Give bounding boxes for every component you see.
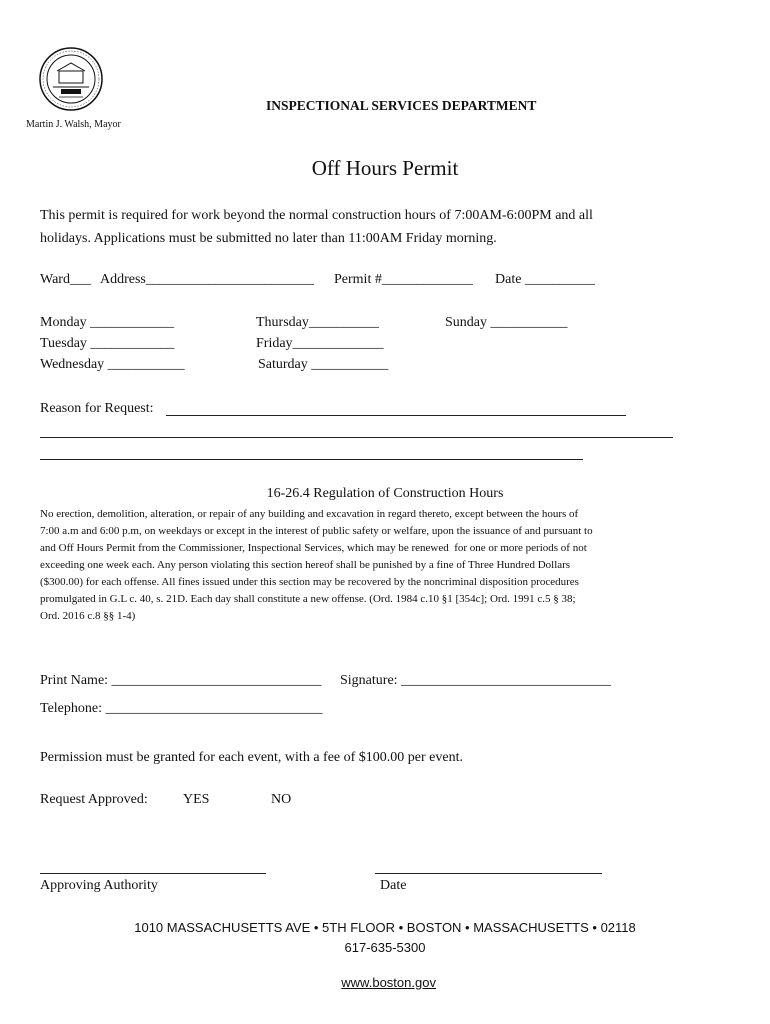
city-seal [39, 47, 103, 111]
thursday-field[interactable]: Thursday__________ [256, 315, 379, 330]
regulation-line: and Off Hours Permit from the Commissioner, Inspectional Services, which may be renewed for one or more periods of not [40, 542, 587, 554]
friday-field[interactable]: Friday_____________ [256, 336, 384, 351]
approving-authority-label: Approving Authority [40, 878, 158, 893]
intro-line-1: This permit is required for work beyond the normal construction hours of 7:00AM-6:00PM and all [40, 208, 593, 223]
regulation-line: ($300.00) for each offense. All fines issued under this section may be recovered by the noncriminal disposition procedures [40, 576, 579, 588]
approval-date-line[interactable] [375, 873, 602, 874]
reason-line-2[interactable] [40, 437, 673, 438]
mayor-name: Martin J. Walsh, Mayor [26, 119, 121, 130]
footer-address: 1010 MASSACHUSETTS AVE • 5TH FLOOR • BOSTON • MASSACHUSETTS • 02118 [134, 920, 636, 935]
request-approved-label: Request Approved: [40, 792, 148, 807]
telephone-field[interactable]: Telephone: _______________________________ [40, 701, 323, 716]
footer-website-link[interactable]: www.boston.gov [341, 975, 436, 990]
address-field[interactable]: Address________________________ [100, 272, 314, 287]
regulation-line: No erection, demolition, alteration, or repair of any building and excavation in regard thereto, except between the hours of [40, 508, 579, 520]
reason-line-3[interactable] [40, 459, 583, 460]
department-name: INSPECTIONAL SERVICES DEPARTMENT [266, 98, 537, 113]
permit-number-field[interactable]: Permit #_____________ [334, 272, 473, 287]
date-field[interactable]: Date __________ [495, 272, 595, 287]
authority-signature-line[interactable] [40, 873, 266, 874]
footer-phone: 617-635-5300 [344, 940, 426, 955]
ward-field[interactable]: Ward___ [40, 272, 91, 287]
print-name-field[interactable]: Print Name: ______________________________ [40, 673, 322, 688]
regulation-line: Ord. 2016 c.8 §§ 1-4) [40, 610, 136, 622]
monday-field[interactable]: Monday ____________ [40, 315, 175, 330]
reason-line-1[interactable] [166, 415, 626, 416]
regulation-line: exceeding one week each. Any person violating this section hereof shall be punished by a fine of Three Hundred Dollars [40, 559, 571, 571]
approved-yes-option[interactable]: YES [183, 792, 210, 807]
wednesday-field[interactable]: Wednesday ___________ [40, 357, 185, 372]
saturday-field[interactable]: Saturday ___________ [258, 357, 389, 372]
reason-label: Reason for Request: [40, 401, 158, 416]
intro-line-2: holidays. Applications must be submitted no later than 11:00AM Friday morning. [40, 231, 497, 246]
sunday-field[interactable]: Sunday ___________ [445, 315, 568, 330]
signature-field[interactable]: Signature: ______________________________ [340, 673, 612, 688]
fee-notice: Permission must be granted for each event, with a fee of $100.00 per event. [40, 750, 463, 765]
regulation-line: 7:00 a.m and 6:00 p.m, on weekdays or except in the interest of public safety or welfare, upon the issuance of and pursuant to [40, 525, 593, 537]
page-title: Off Hours Permit [311, 156, 459, 180]
approved-no-option[interactable]: NO [271, 792, 292, 807]
tuesday-field[interactable]: Tuesday ____________ [40, 336, 175, 351]
approval-date-label: Date [380, 878, 407, 893]
regulation-heading: 16-26.4 Regulation of Construction Hours [266, 486, 504, 501]
regulation-line: promulgated in G.L c. 40, s. 21D. Each day shall constitute a new offense. (Ord. 1984 c.10 §1 [354c]; Ord. 1991 c.5 § 38; [40, 593, 576, 605]
